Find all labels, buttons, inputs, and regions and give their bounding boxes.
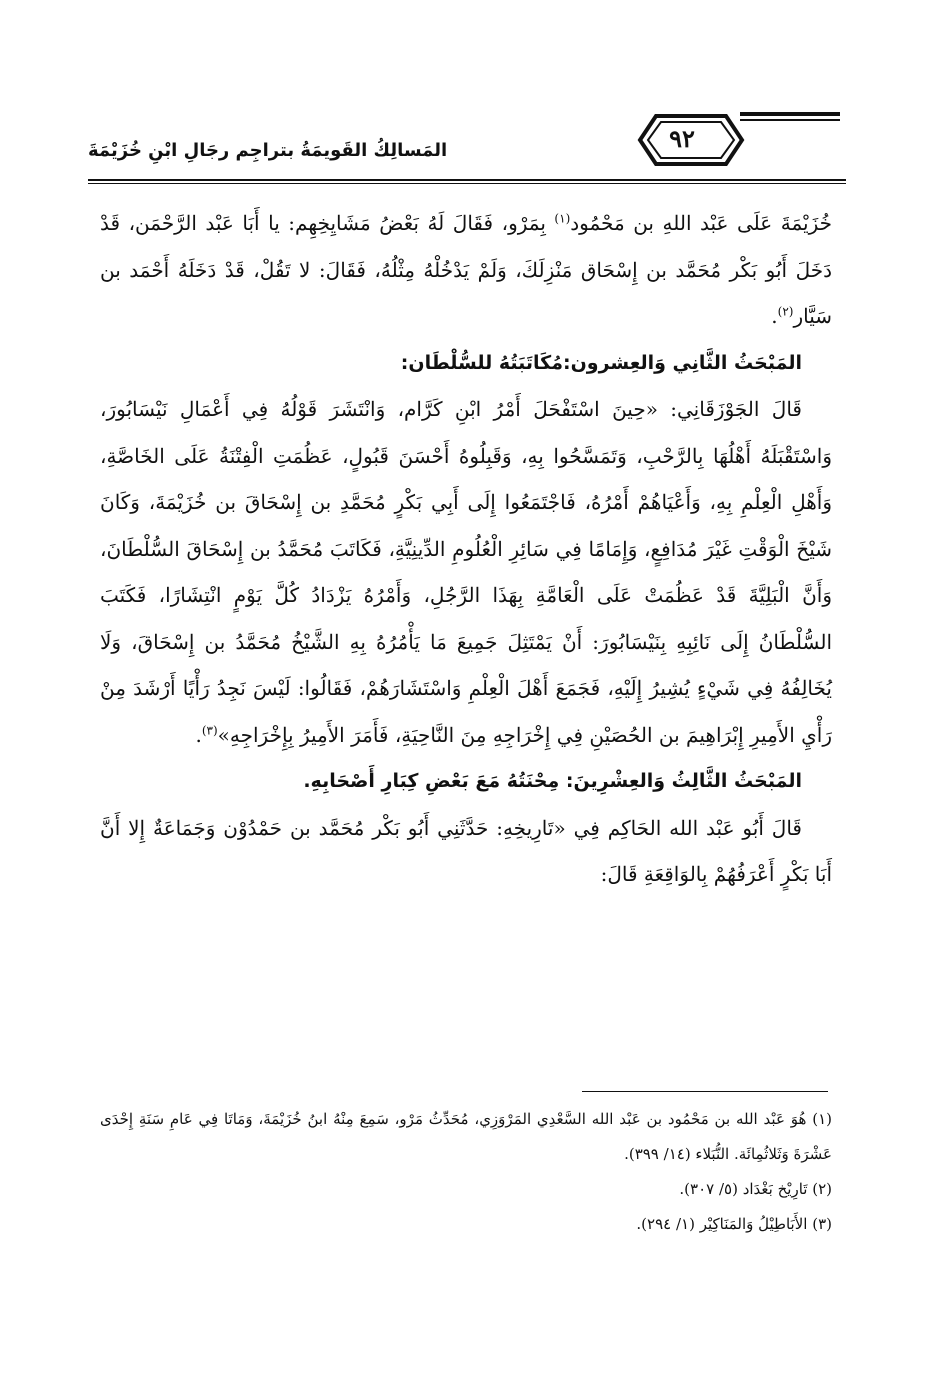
footnote-3: (٣) الأَبَاطِيْلُ وَالمَنَاكِيْر (١/ ٢٩٤). bbox=[636, 1215, 832, 1233]
section-heading-23: المَبْحَثُ الثَّالِثُ وَالعِشْرِينَ: مِحْنَتُهُ مَعَ بَعْضِ كِبَارِ أَصْحَابِهِ. bbox=[303, 770, 802, 792]
paragraph-2: قَالَ الجَوْزَقَانِي: «حِينَ اسْتَفْحَلَ أَمْرُ ابْنِ كَرَّام، وَانْتَشَرَ قَوْلُهُ فِي أَعْمَالِ نَيْسَابُورَ، وَاسْتَقْبَلَهُ أَهْلُهَا بِالرَّحْبِ، وَتَمَسَّحُوا بِهِ، وَقَبِلُوهُ أَحْسَنَ قَبُولٍ، عَظُمَتِ الْفِتْنَةُ عَلَى الخَاصَّةِ، وَأَهْلِ الْعِلْمِ بِهِ، وَأَعْيَاهُمْ أَمْرُهُ، فَاجْتَمَعُوا إِلَى أَبِي بَكْرٍ مُحَمَّدِ بن إِسْحَاقَ بن خُزَيْمَةَ، وَكَانَ شَيْخَ الْوَقْتِ غَيْرَ مُدَافِعٍ، وَإِمَامًا فِي سَائِرِ الْعُلُومِ الدِّينِيَّةِ، فَكَاتَبَ مُحَمَّدُ بن إِسْحَاقَ السُّلْطَانَ، وَأَنَّ الْبَلِيَّةَ قَدْ عَظُمَتْ عَلَى الْعَامَّةِ بِهَذَا الرَّجُلِ، وَأَمْرُهُ يَزْدَادُ كُلَّ يَوْمٍ انْتِشَارًا، فَكَتَبَ السُّلْطَانُ إِلَى نَائِبِهِ بِنَيْسَابُورَ: أَنْ يَمْتَثِلَ جَمِيعَ مَا يَأْمُرُهُ بِهِ الشَّيْخُ مُحَمَّدُ بن إِسْحَاقَ، وَلَا يُخَالِفُهُ فِي شَيْءٍ يُشِيرُ إِلَيْهِ، فَجَمَعَ أَهْلَ الْعِلْمِ وَاسْتَشَارَهُمْ، فَقَالُوا: لَيْسَ نَجِدُ رَأْيًا أَرْشَدَ مِنْ رَأْيِ الأَمِيرِ إِبْرَاهِيمَ بن الحُصَيْنِ فِي إِخْرَاجِهِ مِنَ النَّاحِيَةِ، فَأَمَرَ الأَمِيرُ بِإِخْرَاجِهِ»$^{(٣)}$. bbox=[100, 397, 832, 747]
section-heading-22: المَبْحَثُ الثَّانِي وَالعِشرون:مُكَاتَبَتُهُ للسُّلْطَان: bbox=[400, 351, 802, 374]
page-number: ٩٢ bbox=[669, 124, 695, 153]
header-rule-thin bbox=[88, 183, 846, 184]
running-title: المَسالِكُ القَويمَةُ بتراجِم رجَالِ ابْنِ خُزَيْمَةَ bbox=[88, 140, 448, 161]
paragraph-3: قَالَ أَبُو عَبْد الله الحَاكِم فِي «تَارِيخِهِ: حَدَّثَنِي أَبُو بَكْر مُحَمَّد بن حَمْدُوْن وَجَمَاعَةٌ إِلا أَنَّ أَبَا بَكْرٍ أَعْرَفُهُمْ بِالوَاقِعَةِ قَالَ: bbox=[100, 815, 832, 886]
footnote-ref-3: (٣) bbox=[201, 722, 218, 737]
footnote-2: (٢) تَارِيْخ بَغْدَاد (٥/ ٣٠٧). bbox=[679, 1180, 832, 1198]
page-number-ornament bbox=[622, 102, 842, 174]
footnote-ref-1: (١) bbox=[554, 211, 571, 226]
footnotes bbox=[100, 1102, 832, 1242]
footnote-ref-2: (٢) bbox=[777, 304, 794, 319]
paragraph-1: خُزَيْمَةَ عَلَى عَبْد اللهِ بن مَحْمُود$^{(١)}$ بِمَرْو، فَقَالَ لَهُ بَعْضُ مَشَايِخِهِم: يا أَبَا عَبْد الرَّحْمَن، قَدْ دَخَلَ أَبُو بَكْر مُحَمَّد بن إِسْحَاق مَنْزِلَكَ، وَلَمْ يَدْخُلْهُ مِثْلُهُ، فَقَالَ: لا تَقُلْ، قَدْ دَخَلَهُ أَحْمَد بن سَيَّار$^{(٢)}$. bbox=[100, 211, 833, 328]
header-rule bbox=[88, 179, 846, 181]
page-header bbox=[88, 100, 846, 182]
main-text bbox=[100, 200, 832, 898]
footnote-1: (١) هُوَ عَبْد الله بن مَحْمُود بن عَبْد الله السَّعْدِي المَرْوَزِي، مُحَدِّثُ مَرْو، سَمِعَ مِنْهُ ابنُ خُزَيْمَةَ، وَمَاتَا فِي عَامِ سَنَةِ إِحْدَى عَشْرَةَ وَثَلاثُمِائَة. النُّبَلاء (١٤/ ٣٩٩). bbox=[100, 1110, 832, 1163]
footnote-separator bbox=[582, 1091, 828, 1092]
